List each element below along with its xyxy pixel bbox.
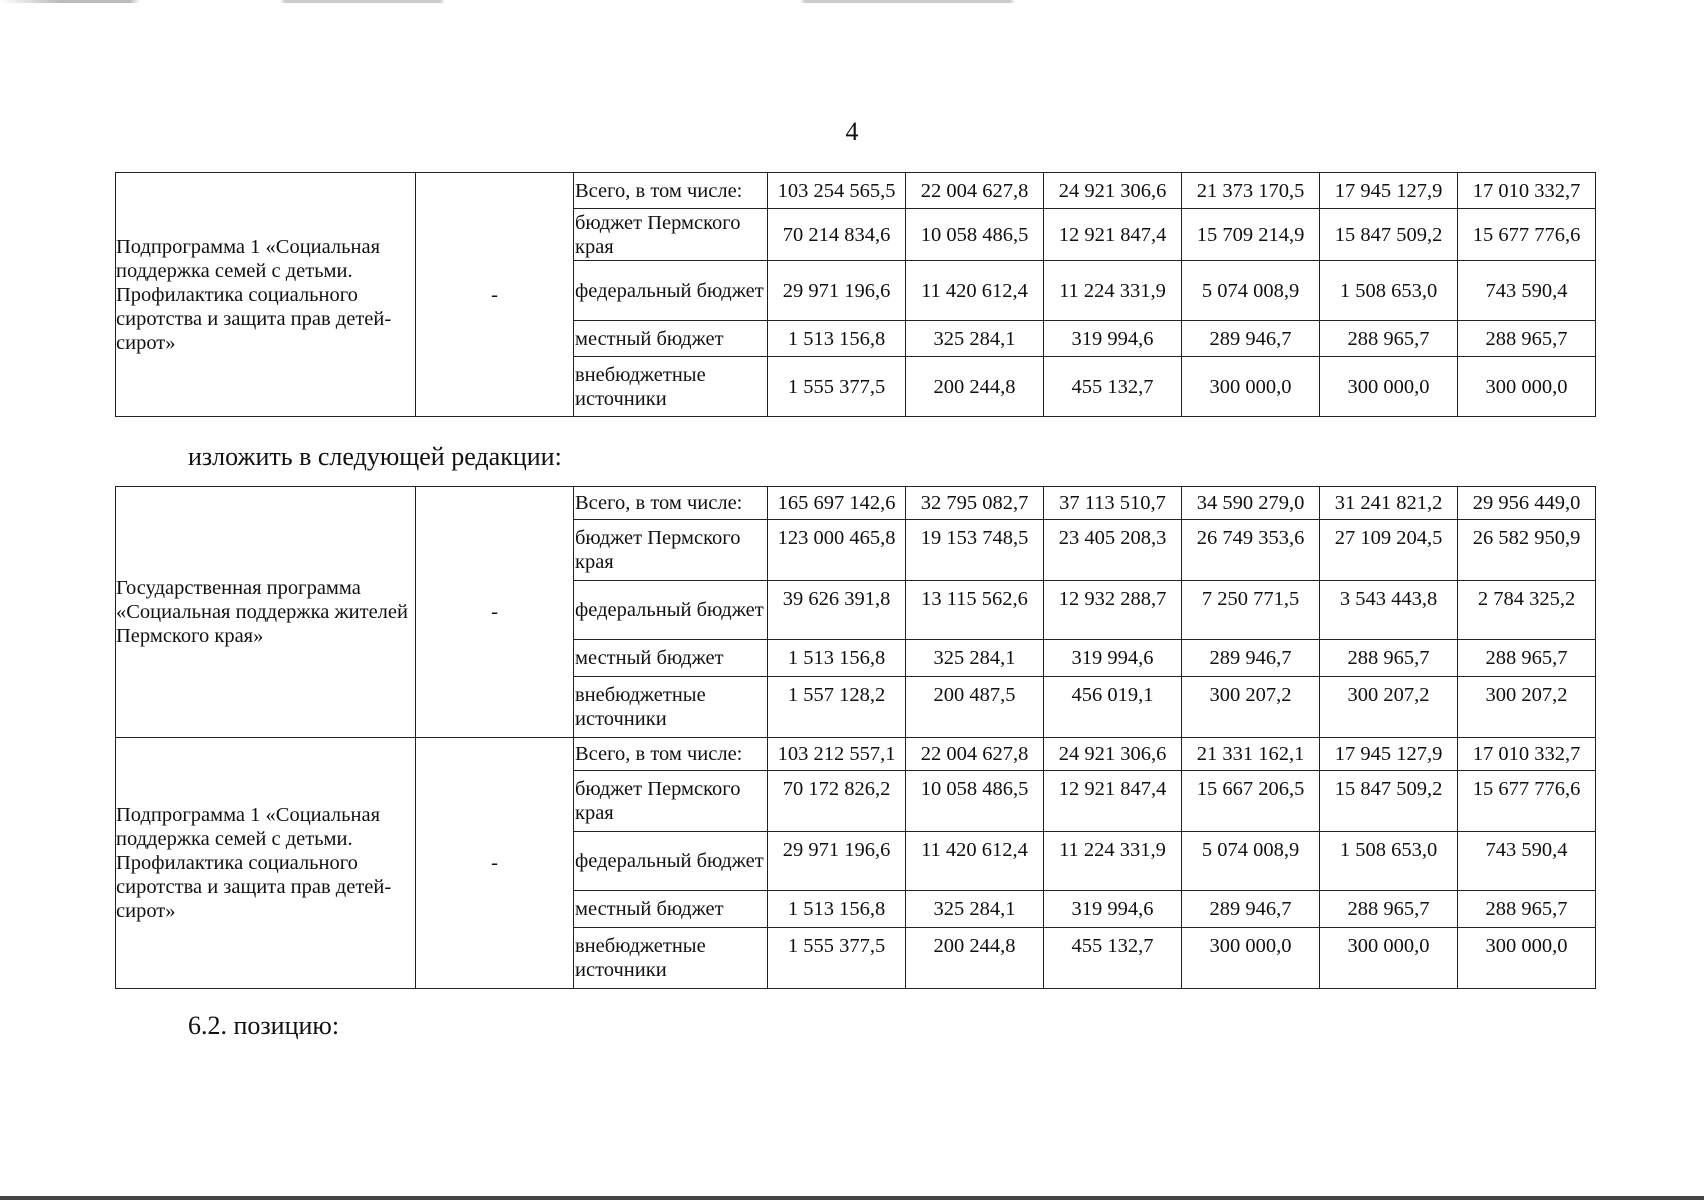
- amount-cell: 27 109 204,5: [1320, 520, 1458, 581]
- amount-cell: 19 153 748,5: [906, 520, 1044, 581]
- amount-cell: 456 019,1: [1044, 677, 1182, 738]
- amount-cell: 23 405 208,3: [1044, 520, 1182, 581]
- amount-cell: 289 946,7: [1182, 321, 1320, 357]
- amount-cell: 300 207,2: [1458, 677, 1596, 738]
- amount-cell: 1 513 156,8: [768, 891, 906, 928]
- amount-cell: 1 555 377,5: [768, 357, 906, 417]
- amount-cell: 200 244,8: [906, 357, 1044, 417]
- page-number: 4: [845, 117, 859, 146]
- amount-cell: 288 965,7: [1320, 640, 1458, 677]
- amount-cell: 288 965,7: [1458, 321, 1596, 357]
- funding-source-cell: федеральный бюджет: [574, 832, 768, 891]
- table-row: [116, 738, 1596, 771]
- amount-cell: 325 284,1: [906, 321, 1044, 357]
- amount-cell: 70 172 826,2: [768, 771, 906, 832]
- amount-cell: 300 000,0: [1458, 357, 1596, 417]
- funding-source-cell: бюджет Пермского края: [574, 771, 768, 832]
- paragraph-section-6-2: 6.2. позицию:: [188, 1011, 340, 1040]
- amount-cell: 1 555 377,5: [768, 928, 906, 989]
- funding-source-cell: местный бюджет: [574, 321, 768, 357]
- amount-cell: 17 010 332,7: [1458, 738, 1596, 771]
- amount-cell: 13 115 562,6: [906, 581, 1044, 640]
- amount-cell: 289 946,7: [1182, 891, 1320, 928]
- amount-cell: 300 000,0: [1182, 928, 1320, 989]
- scan-edge-top: [0, 0, 1704, 3]
- amount-cell: 24 921 306,6: [1044, 173, 1182, 209]
- funding-source-cell: внебюджетные источники: [574, 677, 768, 738]
- amount-cell: 325 284,1: [906, 640, 1044, 677]
- amount-cell: 10 058 486,5: [906, 771, 1044, 832]
- funding-source-cell: внебюджетные источники: [574, 928, 768, 989]
- amount-cell: 22 004 627,8: [906, 173, 1044, 209]
- amount-cell: 11 420 612,4: [906, 261, 1044, 321]
- program-name-cell: Подпрограмма 1 «Социальная поддержка семей с детьми. Профилактика социального сиротства и защита прав детей-сирот»: [116, 738, 416, 989]
- amount-cell: 300 000,0: [1182, 357, 1320, 417]
- paragraph-new-edition: изложить в следующей редакции:: [188, 442, 562, 471]
- amount-cell: 300 207,2: [1320, 677, 1458, 738]
- funding-source-cell: Всего, в том числе:: [574, 173, 768, 209]
- amount-cell: 5 074 008,9: [1182, 261, 1320, 321]
- amount-cell: 70 214 834,6: [768, 209, 906, 261]
- amount-cell: 288 965,7: [1320, 891, 1458, 928]
- amount-cell: 12 932 288,7: [1044, 581, 1182, 640]
- amount-cell: 325 284,1: [906, 891, 1044, 928]
- amount-cell: 200 244,8: [906, 928, 1044, 989]
- amount-cell: 455 132,7: [1044, 357, 1182, 417]
- budget-table-new: [115, 486, 1596, 989]
- amount-cell: 123 000 465,8: [768, 520, 906, 581]
- amount-cell: 15 847 509,2: [1320, 771, 1458, 832]
- funding-source-cell: местный бюджет: [574, 891, 768, 928]
- amount-cell: 11 420 612,4: [906, 832, 1044, 891]
- amount-cell: 29 956 449,0: [1458, 487, 1596, 520]
- amount-cell: 288 965,7: [1458, 640, 1596, 677]
- amount-cell: 26 749 353,6: [1182, 520, 1320, 581]
- amount-cell: 319 994,6: [1044, 891, 1182, 928]
- amount-cell: 5 074 008,9: [1182, 832, 1320, 891]
- amount-cell: 7 250 771,5: [1182, 581, 1320, 640]
- amount-cell: 103 212 557,1: [768, 738, 906, 771]
- funding-source-cell: местный бюджет: [574, 640, 768, 677]
- amount-cell: 743 590,4: [1458, 261, 1596, 321]
- funding-source-cell: Всего, в том числе:: [574, 738, 768, 771]
- amount-cell: 743 590,4: [1458, 832, 1596, 891]
- amount-cell: 1 513 156,8: [768, 640, 906, 677]
- amount-cell: 26 582 950,9: [1458, 520, 1596, 581]
- amount-cell: 17 945 127,9: [1320, 738, 1458, 771]
- table-row: [116, 487, 1596, 520]
- amount-cell: 288 965,7: [1320, 321, 1458, 357]
- funding-source-cell: Всего, в том числе:: [574, 487, 768, 520]
- amount-cell: 200 487,5: [906, 677, 1044, 738]
- amount-cell: 103 254 565,5: [768, 173, 906, 209]
- amount-cell: 10 058 486,5: [906, 209, 1044, 261]
- amount-cell: 15 677 776,6: [1458, 209, 1596, 261]
- amount-cell: 455 132,7: [1044, 928, 1182, 989]
- amount-cell: 319 994,6: [1044, 321, 1182, 357]
- amount-cell: 2 784 325,2: [1458, 581, 1596, 640]
- amount-cell: 3 543 443,8: [1320, 581, 1458, 640]
- amount-cell: 29 971 196,6: [768, 832, 906, 891]
- executor-cell: -: [416, 738, 574, 989]
- amount-cell: 21 331 162,1: [1182, 738, 1320, 771]
- amount-cell: 1 513 156,8: [768, 321, 906, 357]
- amount-cell: 11 224 331,9: [1044, 832, 1182, 891]
- amount-cell: 39 626 391,8: [768, 581, 906, 640]
- amount-cell: 300 000,0: [1458, 928, 1596, 989]
- amount-cell: 32 795 082,7: [906, 487, 1044, 520]
- amount-cell: 12 921 847,4: [1044, 771, 1182, 832]
- amount-cell: 12 921 847,4: [1044, 209, 1182, 261]
- amount-cell: 11 224 331,9: [1044, 261, 1182, 321]
- funding-source-cell: бюджет Пермского края: [574, 209, 768, 261]
- funding-source-cell: бюджет Пермского края: [574, 520, 768, 581]
- amount-cell: 300 207,2: [1182, 677, 1320, 738]
- program-name-cell: Государственная программа «Социальная поддержка жителей Пермского края»: [116, 487, 416, 738]
- amount-cell: 24 921 306,6: [1044, 738, 1182, 771]
- amount-cell: 37 113 510,7: [1044, 487, 1182, 520]
- amount-cell: 289 946,7: [1182, 640, 1320, 677]
- amount-cell: 1 557 128,2: [768, 677, 906, 738]
- amount-cell: 21 373 170,5: [1182, 173, 1320, 209]
- amount-cell: 31 241 821,2: [1320, 487, 1458, 520]
- budget-table-current: [115, 172, 1596, 417]
- amount-cell: 1 508 653,0: [1320, 261, 1458, 321]
- amount-cell: 165 697 142,6: [768, 487, 906, 520]
- funding-source-cell: внебюджетные источники: [574, 357, 768, 417]
- amount-cell: 300 000,0: [1320, 357, 1458, 417]
- amount-cell: 34 590 279,0: [1182, 487, 1320, 520]
- amount-cell: 15 667 206,5: [1182, 771, 1320, 832]
- amount-cell: 17 945 127,9: [1320, 173, 1458, 209]
- funding-source-cell: федеральный бюджет: [574, 261, 768, 321]
- funding-source-cell: федеральный бюджет: [574, 581, 768, 640]
- amount-cell: 22 004 627,8: [906, 738, 1044, 771]
- amount-cell: 288 965,7: [1458, 891, 1596, 928]
- amount-cell: 15 847 509,2: [1320, 209, 1458, 261]
- amount-cell: 1 508 653,0: [1320, 832, 1458, 891]
- executor-cell: -: [416, 487, 574, 738]
- scan-edge-bottom: [0, 1196, 1704, 1200]
- amount-cell: 319 994,6: [1044, 640, 1182, 677]
- executor-cell: -: [416, 173, 574, 417]
- table-row: [116, 173, 1596, 209]
- amount-cell: 29 971 196,6: [768, 261, 906, 321]
- program-name-cell: Подпрограмма 1 «Социальная поддержка семей с детьми. Профилактика социального сиротства и защита прав детей-сирот»: [116, 173, 416, 417]
- amount-cell: 17 010 332,7: [1458, 173, 1596, 209]
- amount-cell: 15 709 214,9: [1182, 209, 1320, 261]
- amount-cell: 300 000,0: [1320, 928, 1458, 989]
- amount-cell: 15 677 776,6: [1458, 771, 1596, 832]
